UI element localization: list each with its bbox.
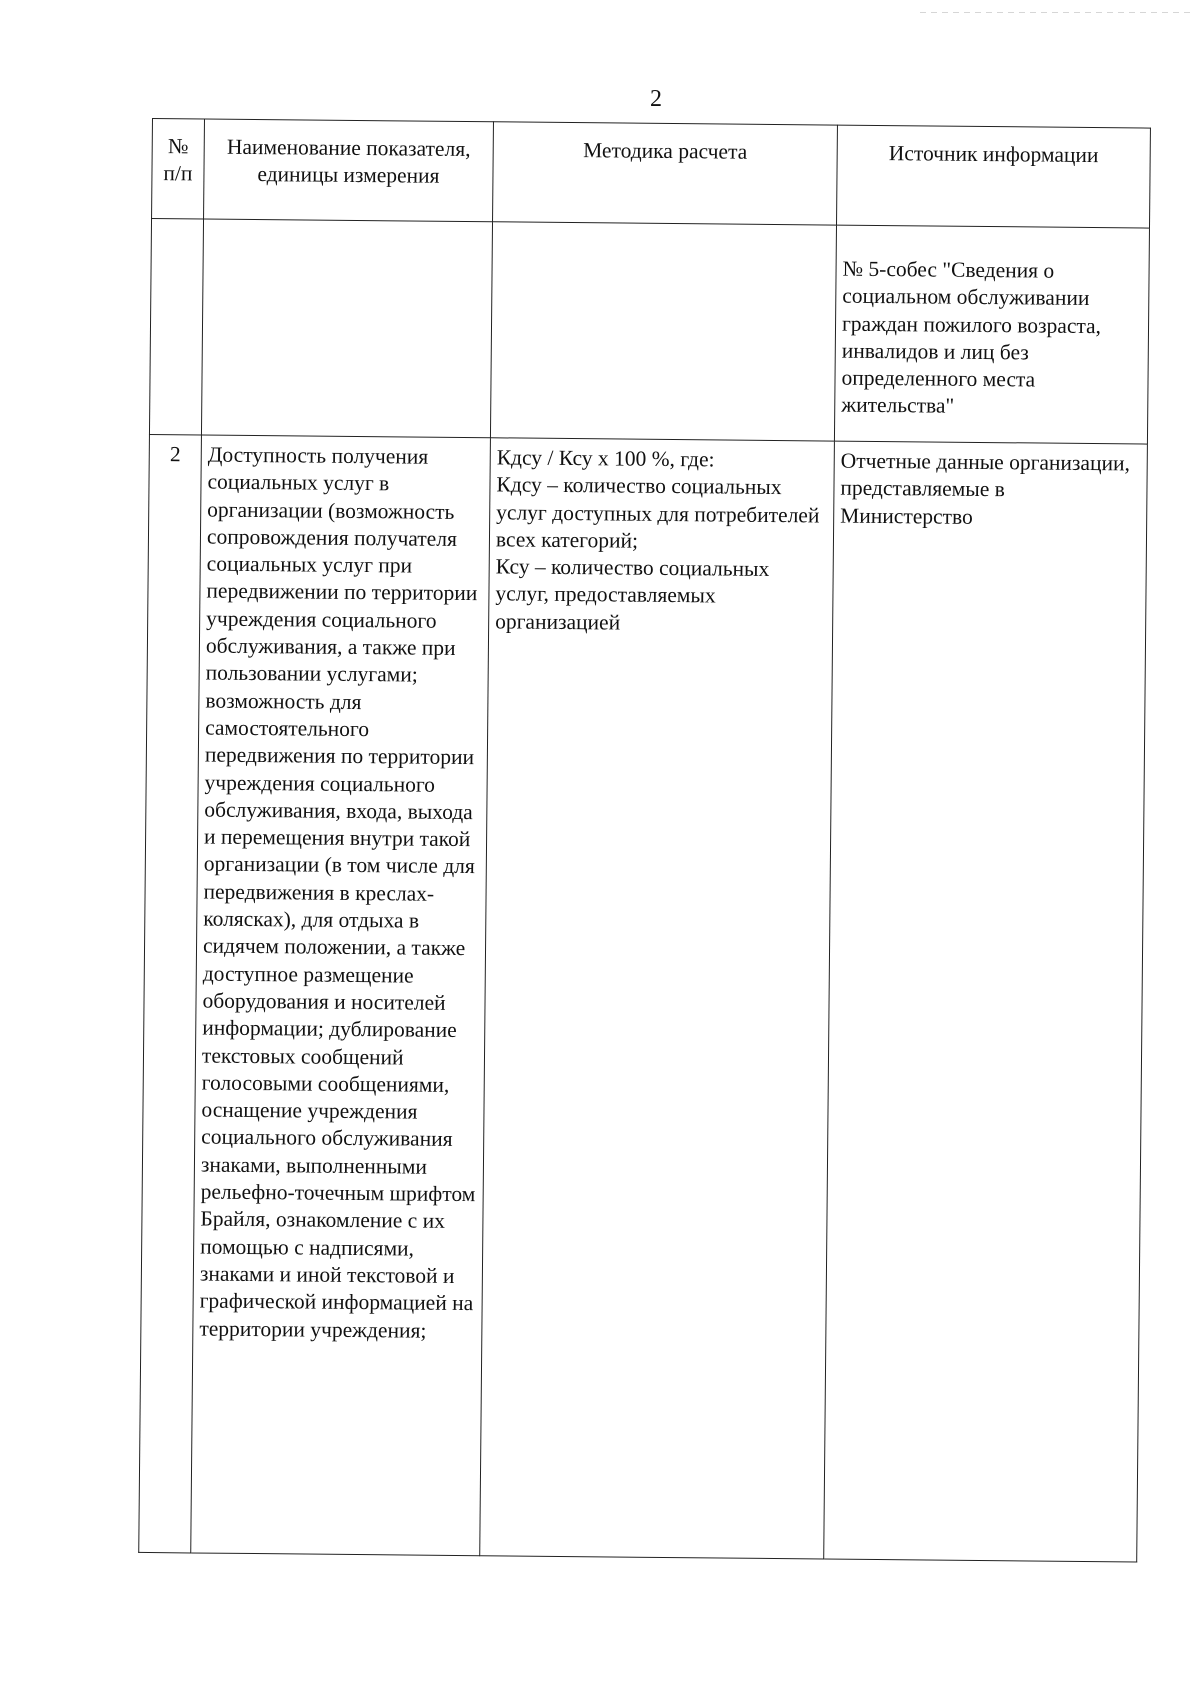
cont-method-cell (490, 222, 836, 441)
row2-source-cell: Отчетные данные организации, представляемые в Министерство (824, 441, 1148, 1562)
indicator-table (138, 118, 1151, 1563)
table-header-row (152, 119, 1151, 229)
header-method: Методика расчета (493, 122, 838, 225)
row2-num-cell: 2 (139, 434, 202, 1552)
page-number: 2 (650, 86, 662, 112)
header-source: Источник информации (837, 125, 1151, 228)
scan-artifact (920, 12, 1190, 13)
cont-source-cell: № 5-собес "Сведения о социальном обслуживании граждан пожилого возраста, инвалидов и лиц без определенного места жительства" (834, 225, 1149, 444)
header-name: Наименование показателя, единицы измерения (204, 119, 494, 222)
row2-method-cell: Кдсу / Ксу х 100 %, где: Кдсу – количество социальных услуг доступных для потребителей всех категорий; Ксу – количество социальных услуг, предоставляемых организацией (480, 438, 835, 1559)
header-num: № п/п (152, 119, 205, 219)
cont-num-cell (149, 219, 203, 435)
row2-name-cell: Доступность получения социальных услуг в организации (возможность сопровождения получателя социальных услуг при передвижении по территории учреждения социального обслуживания, а также при пользовании услугами; возможность для самостоятельного передвижения по территории учреждения социального обслуживания, входа, выхода и перемещения внутри такой организации (в том числе для передвижения в креслах-колясках), для отдыха в сидячем положении, а также доступное размещение оборудования и носителей информации; дублирование текстовых сообщений голосовыми сообщениями, оснащение учреждения социального обслуживания знаками, выполненными рельефно-точечным шрифтом Брайля, ознакомление с их помощью с надписями, знаками и иной текстовой и графической информацией на территории учреждения; (191, 435, 491, 1556)
table-row-2 (139, 434, 1148, 1562)
table-row-continuation (149, 219, 1149, 445)
cont-name-cell (201, 219, 492, 438)
